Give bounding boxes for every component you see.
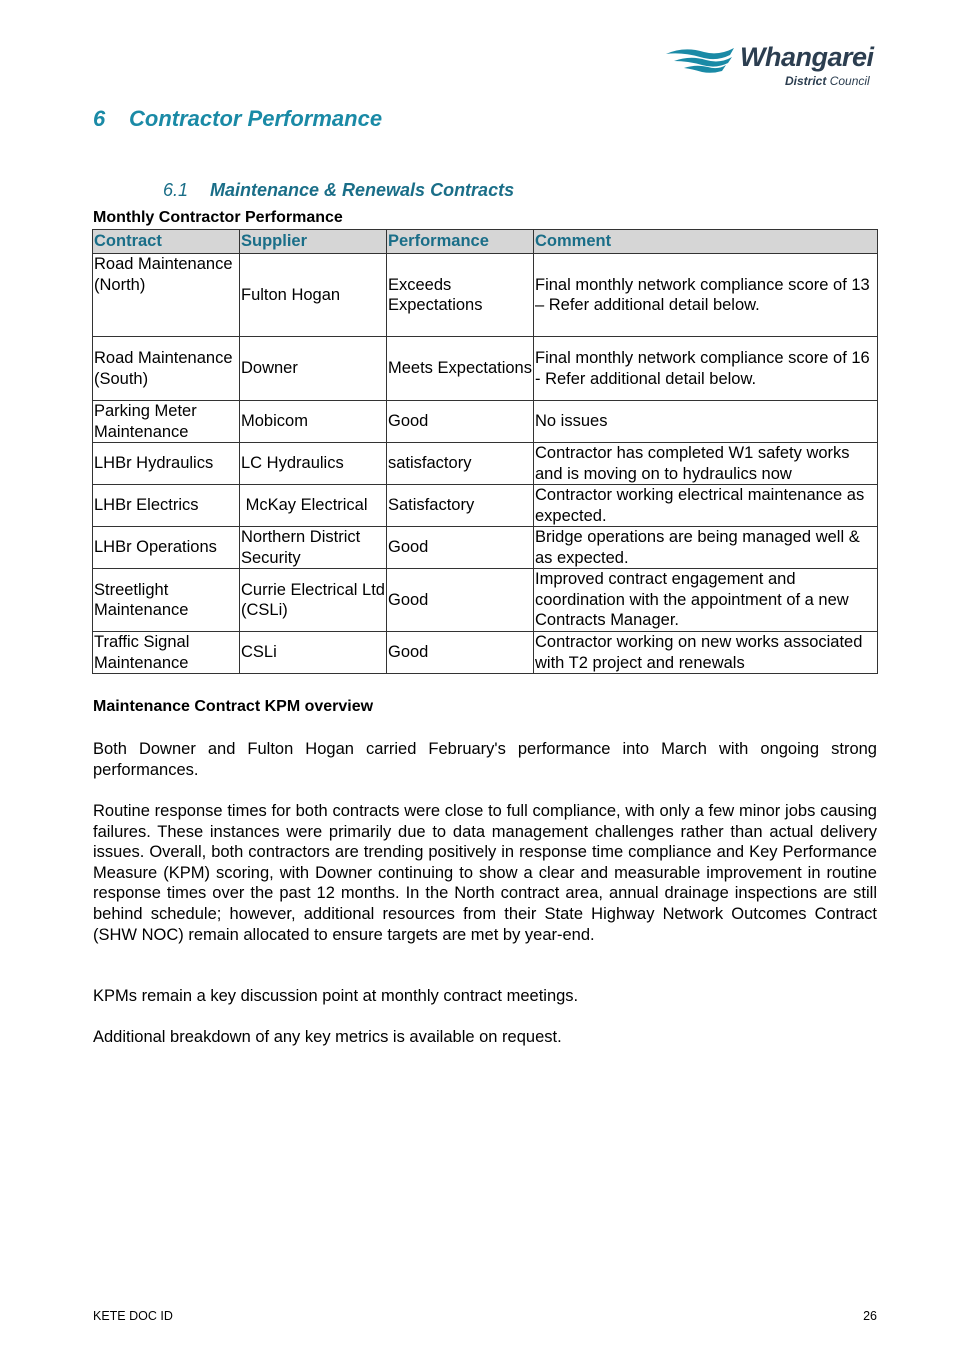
logo-subtitle: District Council	[785, 74, 870, 88]
cell-contract: Road Maintenance (North)	[93, 254, 240, 337]
column-header-performance: Performance	[387, 230, 534, 254]
cell-performance: Good	[387, 527, 534, 569]
cell-performance: Good	[387, 401, 534, 443]
subsection-number: 6.1	[163, 180, 189, 200]
cell-performance: Good	[387, 569, 534, 632]
cell-contract: Road Maintenance (South)	[93, 337, 240, 401]
kpm-paragraph: Routine response times for both contracts were close to full compliance, with only a few minor jobs causing failures. These instances were primarily due to data management challenges rather than actual delivery issues. Overall, both contractors are trending positively in response time compliance and Key Performance Measure (KPM) scoring, with Downer continuing to show a clear and measurable improvement in routine response times over the past 12 months. In the North contract area, annual drainage inspections are still behind schedule; however, additional resources from their State Highway Network Outcomes Contract (SHW NOC) remain allocated to ensure targets are met by year-end.	[93, 802, 877, 944]
cell-supplier: McKay Electrical	[240, 485, 387, 527]
cell-supplier: Mobicom	[240, 401, 387, 443]
cell-supplier: Currie Electrical Ltd (CSLi)	[240, 569, 387, 632]
table-row	[93, 485, 878, 527]
cell-performance: satisfactory	[387, 443, 534, 485]
cell-supplier: Fulton Hogan	[240, 254, 387, 337]
cell-comment: Final monthly network compliance score of 13 – Refer additional detail below.	[534, 254, 878, 337]
column-header-contract: Contract	[93, 230, 240, 254]
cell-contract: LHBr Electrics	[93, 485, 240, 527]
kpm-paragraph: Additional breakdown of any key metrics is available on request.	[93, 1028, 562, 1046]
table-row	[93, 632, 878, 674]
table-row	[93, 254, 878, 337]
section-number: 6	[93, 106, 106, 131]
table-row	[93, 337, 878, 401]
table-row	[93, 443, 878, 485]
column-header-comment: Comment	[534, 230, 878, 254]
contractor-performance-table	[92, 229, 878, 674]
council-logo	[664, 42, 884, 92]
table-header-row	[93, 230, 878, 254]
cell-comment: Contractor working on new works associated with T2 project and renewals	[534, 632, 878, 674]
cell-supplier: LC Hydraulics	[240, 443, 387, 485]
cell-performance: Exceeds Expectations	[387, 254, 534, 337]
cell-comment: Improved contract engagement and coordination with the appointment of a new Contracts Manager.	[534, 569, 878, 632]
cell-supplier: Downer	[240, 337, 387, 401]
cell-comment: Bridge operations are being managed well & as expected.	[534, 527, 878, 569]
table-row	[93, 401, 878, 443]
column-header-supplier: Supplier	[240, 230, 387, 254]
kpm-overview-title: Maintenance Contract KPM overview	[93, 698, 374, 715]
logo-name: Whangarei	[740, 42, 874, 72]
cell-contract: LHBr Hydraulics	[93, 443, 240, 485]
kpm-paragraph: Both Downer and Fulton Hogan carried February's performance into March with ongoing strong performances.	[93, 740, 877, 779]
cell-contract: Traffic Signal Maintenance	[93, 632, 240, 674]
cell-contract: Parking Meter Maintenance	[93, 401, 240, 443]
kpm-paragraph: KPMs remain a key discussion point at monthly contract meetings.	[93, 987, 579, 1005]
cell-comment: Contractor working electrical maintenance as expected.	[534, 485, 878, 527]
section-heading	[93, 106, 382, 132]
page-number: 26	[863, 1309, 877, 1323]
cell-comment: No issues	[534, 401, 878, 443]
cell-contract: LHBr Operations	[93, 527, 240, 569]
cell-comment: Contractor has completed W1 safety works and is moving on to hydraulics now	[534, 443, 878, 485]
footer-doc-id: KETE DOC ID	[93, 1309, 173, 1323]
subsection-heading	[163, 180, 514, 201]
cell-performance: Satisfactory	[387, 485, 534, 527]
section-title: Contractor Performance	[129, 106, 383, 131]
cell-supplier: CSLi	[240, 632, 387, 674]
cell-supplier: Northern District Security	[240, 527, 387, 569]
cell-performance: Meets Expectations	[387, 337, 534, 401]
cell-comment: Final monthly network compliance score of 16 - Refer additional detail below.	[534, 337, 878, 401]
table-row	[93, 527, 878, 569]
cell-performance: Good	[387, 632, 534, 674]
cell-contract: Streetlight Maintenance	[93, 569, 240, 632]
subsection-title: Maintenance & Renewals Contracts	[210, 180, 515, 200]
table-row	[93, 569, 878, 632]
wave-logo-icon	[664, 44, 740, 74]
table-caption: Monthly Contractor Performance	[93, 209, 343, 226]
